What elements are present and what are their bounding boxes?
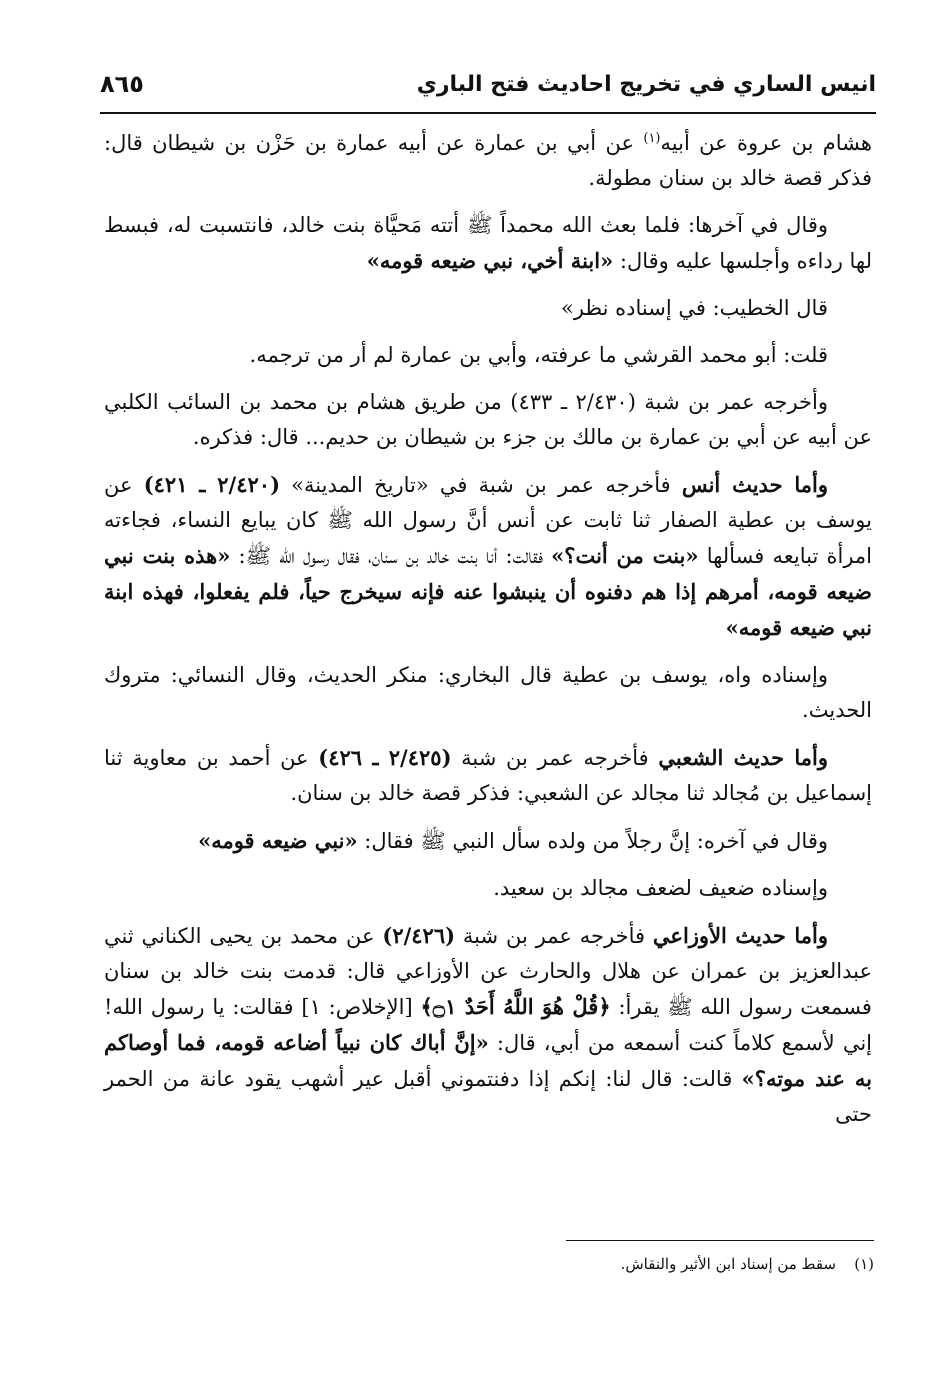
text-segment: فأخرجه عمر بن شبة في «تاريخ المدينة» [280,473,682,497]
text-segment: فأخرجه عمر بن شبة [455,924,653,948]
footnote-marker: (١) [643,131,661,146]
bold-text: «إنَّ أباك كان نبياً أضاعه قومه، فما أوصاكم به عند موته؟» [104,1030,872,1091]
paragraph [104,823,872,859]
text-segment: عن يوسف بن عطية الصفار ثنا ثابت عن أنس أنَّ رسول الله ﷺ كان يبايع النساء، فجاءته امرأة تبايعه فسألها [104,473,873,568]
text-segment: [الإخلاص: ١] فقالت: يا رسول الله! إني لأسمع كلاماً كنت أسمعه من أبي، قال: [104,995,872,1055]
paragraph [104,740,872,811]
bold-text: «هذه بنت نبي ضيعه قومه، أمرهم إذا هم دفنوه أن ينبشوا عنه فإنه سيخرج حياً، فلم يفعلوا، فهذه ابنة نبي ضيعه قومه» [104,543,872,640]
text-segment: عن محمد بن يحيى الكناني ثني عبدالعزيز بن عمران عن هلال والحارث عن الأوزاعي قال: قدمت بنت خالد بن سنان فسمعت رسول الله ﷺ يقرأ: [104,924,872,1019]
footnote-number: (١) [854,1255,874,1273]
paragraph [104,338,872,373]
text-segment: عن أحمد بن معاوية ثنا إسماعيل بن مُجالد ثنا مجالد عن الشعبي: فذكر قصة خالد بن سنان. [104,746,872,805]
paragraph [104,658,872,728]
bold-text: وأما حديث الأوزاعي [652,923,828,948]
paragraph [104,918,872,1132]
text-segment: هشام بن عروة عن أبيه [660,131,872,155]
main-text [104,126,872,1144]
paragraph [104,126,872,196]
text-segment: وإسناده واه، يوسف بن عطية قال البخاري: منكر الحديث، وقال النسائي: متروك الحديث. [104,663,872,722]
text-segment: وقال في آخره: إنَّ رجلاً من ولده سأل النبي ﷺ فقال: [357,829,828,853]
bold-text: (٢/٤٢٥ ـ ٤٢٦) [318,745,452,770]
paragraph [104,208,872,279]
paragraph [104,871,872,906]
bold-text: (٢/٤٢٠ ـ ٤٢١) [143,472,280,497]
text-segment: قال الخطيب: في إسناده نظر» [560,296,828,320]
paragraph [104,291,872,326]
footnote [100,1252,874,1276]
bold-text: وأما حديث أنس [681,472,828,497]
bold-text: (٢/٤٢٦) [382,923,456,948]
bold-text: وأما حديث الشعبي [658,745,828,770]
text-segment: وقال في آخرها: فلما بعث الله محمداً ﷺ أتته مَحيَّاة بنت خالد، فانتسبت له، فبسط لها رداءه وأجلسها عليه وقال: [104,213,872,273]
paragraph [104,385,872,455]
text-segment: عن أبي بن عمارة عن أبيه عمارة بن حَزْن بن شيطان قال: فذكر قصة خالد بن سنان مطولة. [104,131,872,190]
footnote-divider [566,1240,874,1241]
text-segment: وإسناده ضعيف لضعف مجالد بن سعيد. [493,876,828,900]
header-divider [100,112,876,114]
page-number: ٨٦٥ [100,70,144,98]
book-title: انيس الساري في تخريج احاديث فتح الباري [416,72,876,97]
bold-text: ﴿قُلْ هُوَ اللَّهُ أَحَدٌ ۝١﴾ [420,994,611,1019]
text-segment: فأخرجه عمر بن شبة [451,746,659,770]
bold-text: «ابنة أخي، نبي ضيعه قومه» [366,248,614,273]
paragraph [104,467,872,646]
text-segment: وأخرجه عمر بن شبة (٢/٤٣٠ ـ ٤٣٣) من طريق هشام بن محمد بن السائب الكلبي عن أبيه عن أبي بن عمارة بن مالك بن جزء بن شيطان بن حديم... قال: فذكره. [104,390,872,449]
text-segment: قلت: أبو محمد القرشي ما عرفته، وأبي بن عمارة لم أر من ترجمه. [249,343,828,367]
footnote-text: سقط من إسناد ابن الأثير والنقاش. [620,1255,836,1273]
bold-text: «نبي ضيعه قومه» [198,828,358,853]
bold-text: «بنت من أنت؟» [551,543,699,568]
text-segment: فقالت: أنا بنت خالد بن سنان، فقال رسول الله ﷺ: [230,544,552,568]
text-segment: قالت: قال لنا: إنكم إذا دفنتموني أقبل عير أشهب يقود عانة من الحمر حتى [104,1067,872,1126]
running-header [100,66,876,110]
